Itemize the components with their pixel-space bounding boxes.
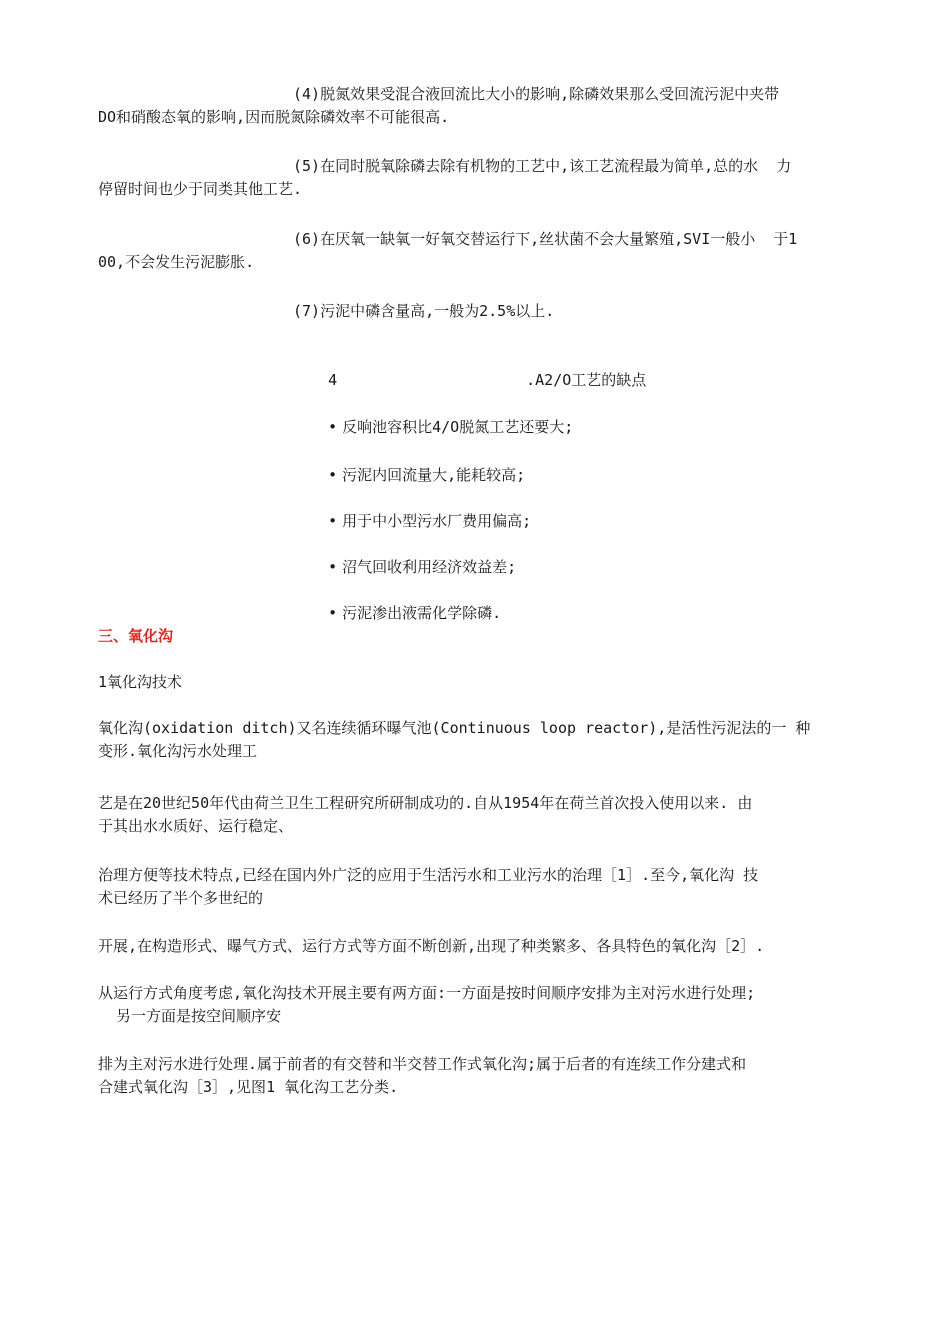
item-6-line-2: 00,不会发生污泥膨胀. <box>98 253 255 271</box>
subheading-oxidation-ditch-tech <box>98 671 846 694</box>
section-3-heading: 三、氧化沟 <box>98 627 174 645</box>
bullet-icon: • <box>328 418 338 436</box>
list-item <box>292 579 501 648</box>
item-7-paragraph <box>98 300 846 323</box>
paragraph-1-line-2: 变形.氧化沟污水处理工 <box>98 742 258 760</box>
list-item-text: 污泥渗出液需化学除磷. <box>342 604 502 622</box>
paragraph-3 <box>98 864 846 910</box>
bullet-icon: • <box>328 604 338 622</box>
bullet-icon: • <box>328 512 338 530</box>
paragraph-5-line-2: 另一方面是按空间顺序安 <box>98 1007 282 1025</box>
paragraph-1-line-1: 氧化沟(oxidation ditch)又名连续循环曝气池(Continuous loop reactor),是活性污泥法的一 种 <box>98 719 811 737</box>
paragraph-4 <box>98 935 846 958</box>
paragraph-5-line-1: 从运行方式角度考虑,氧化沟技术开展主要有两方面:一方面是按时间顺序安排为主对污水进行处理; <box>98 984 756 1002</box>
section-4-title: .A2/O工艺的缺点 <box>526 371 647 389</box>
paragraph-6 <box>98 1053 846 1099</box>
section-4-number: 4 <box>328 371 338 389</box>
item-4-line-2: DO和硝酸态氧的影响,因而脱氮除磷效率不可能很高. <box>98 108 450 126</box>
paragraph-2-line-2: 于其出水水质好、运行稳定、 <box>98 817 294 835</box>
list-item-text: 用于中小型污水厂费用偏高; <box>342 512 532 530</box>
list-item-text: 沼气回收利用经济效益差; <box>342 558 517 576</box>
paragraph-6-line-1: 排为主对污水进行处理.属于前者的有交替和半交替工作式氧化沟;属于后者的有连续工作分建式和 <box>98 1055 747 1073</box>
paragraph-1 <box>98 717 846 763</box>
item-5-line-1: (5)在同时脱氧除磷去除有机物的工艺中,该工艺流程最为简单,总的水 力 <box>293 157 792 175</box>
paragraph-4-line-1: 开展,在构造形式、曝气方式、运行方式等方面不断创新,出现了种类繁多、各具特色的氧化沟［2］. <box>98 937 765 955</box>
paragraph-3-line-1: 治理方便等技术特点,已经在国内外广泛的应用于生活污水和工业污水的治理［1］.至今,氧化沟 技 <box>98 866 759 884</box>
item-5-line-2: 停留时间也少于同类其他工艺. <box>98 180 303 198</box>
paragraph-6-line-2: 合建式氧化沟［3］,见图1 氧化沟工艺分类. <box>98 1078 399 1096</box>
bullet-icon: • <box>328 466 338 484</box>
paragraph-5 <box>98 982 846 1028</box>
item-6-line-1: (6)在厌氧一缺氧一好氧交替运行下,丝状菌不会大量繁殖,SVI一般小 于1 <box>293 230 798 248</box>
item-4-paragraph <box>98 83 846 129</box>
list-item-text: 反响池容积比4/O脱氮工艺还要大; <box>342 418 574 436</box>
item-7-line-1: (7)污泥中磷含量高,一般为2.5%以上. <box>293 302 555 320</box>
paragraph-2-line-1: 艺是在20世纪50年代由荷兰卫生工程研究所研制成功的.自从1954年在荷兰首次投入使用以来. 由 <box>98 794 753 812</box>
item-5-paragraph <box>98 155 846 201</box>
item-4-line-1: (4)脱氮效果受混合液回流比大小的影响,除磷效果那么受回流污泥中夹带 <box>293 85 780 103</box>
list-item-text: 污泥内回流量大,能耗较高; <box>342 466 526 484</box>
item-6-paragraph <box>98 228 846 274</box>
paragraph-3-line-2: 术已经历了半个多世纪的 <box>98 889 264 907</box>
subheading-text: 1氧化沟技术 <box>98 673 183 691</box>
paragraph-2 <box>98 792 846 838</box>
bullet-icon: • <box>328 558 338 576</box>
